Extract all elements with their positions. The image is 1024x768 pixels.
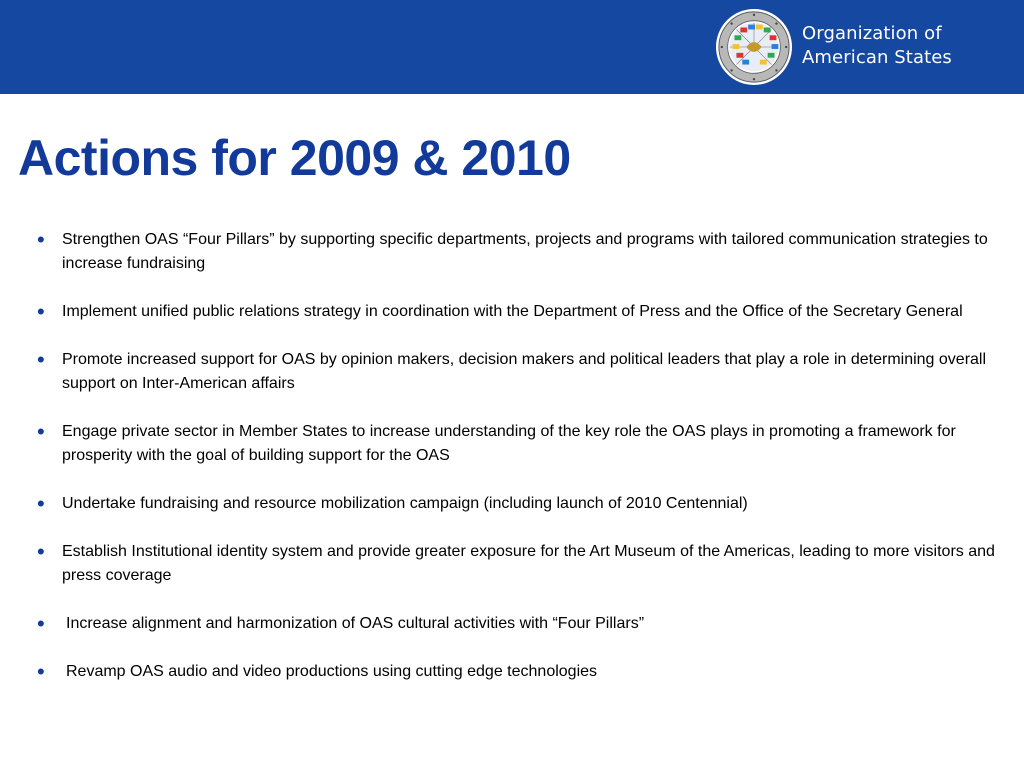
page-title: Actions for 2009 & 2010 <box>18 130 571 186</box>
org-name-line1: Organization of <box>802 23 942 44</box>
bullet-text: Promote increased support for OAS by opinion makers, decision makers and political leaders that play a role in determining overall support on Inter-American affairs <box>62 351 987 392</box>
bullet-list <box>0 228 1000 708</box>
oas-seal-icon <box>715 8 793 86</box>
bullet-text: Undertake fundraising and resource mobilization campaign (including launch of 2010 Centennial) <box>62 495 748 512</box>
bullet-icon: • <box>37 659 45 684</box>
bullet-icon: • <box>37 611 45 636</box>
bullet-text: Revamp OAS audio and video productions using cutting edge technologies <box>66 663 598 680</box>
bullet-text: Implement unified public relations strategy in coordination with the Department of Press and the Office of the Secretary General <box>62 303 963 320</box>
bullet-item-4 <box>0 420 1000 468</box>
bullet-icon: • <box>37 491 45 516</box>
bullet-item-6 <box>0 540 1000 588</box>
bullet-item-3 <box>0 348 1000 396</box>
bullet-icon: • <box>37 299 45 324</box>
bullet-item-2 <box>0 300 1000 324</box>
bullet-item-1 <box>0 228 1000 276</box>
bullet-text: Engage private sector in Member States to increase understanding of the key role the OAS plays in promoting a framework for prosperity with the goal of building support for the OAS <box>62 423 956 464</box>
bullet-text: Increase alignment and harmonization of OAS cultural activities with “Four Pillars” <box>66 615 645 632</box>
bullet-icon: • <box>37 419 45 444</box>
org-name-line2: American States <box>802 47 952 68</box>
bullet-item-5 <box>0 492 1000 516</box>
bullet-icon: • <box>37 347 45 372</box>
bullet-icon: • <box>37 539 45 564</box>
header-bar <box>0 0 1024 94</box>
organization-name <box>802 22 952 70</box>
bullet-text: Strengthen OAS “Four Pillars” by supporting specific departments, projects and programs with tailored communication strategies to increase fundraising <box>62 231 988 272</box>
bullet-item-8 <box>0 660 1000 684</box>
bullet-text: Establish Institutional identity system and provide greater exposure for the Art Museum of the Americas, leading to more visitors and press coverage <box>62 543 995 584</box>
bullet-item-7 <box>0 612 1000 636</box>
bullet-icon: • <box>37 227 45 252</box>
